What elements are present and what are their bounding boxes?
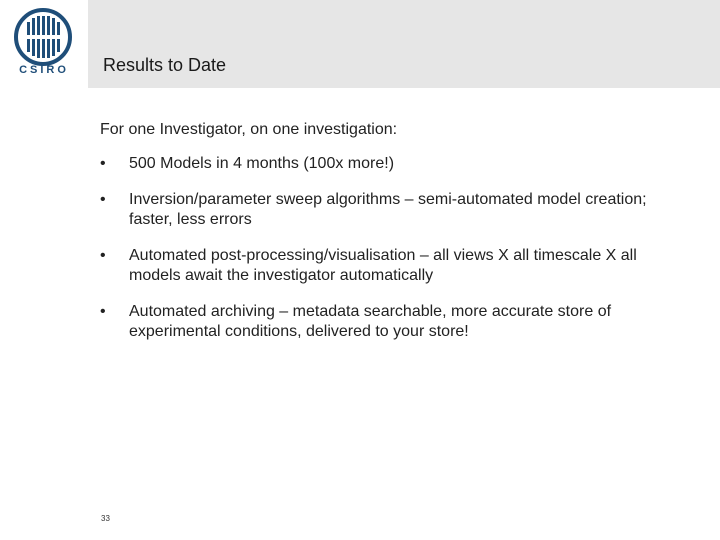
bullet-item: [100, 154, 680, 174]
bullet-item: [100, 246, 680, 286]
bullet-list: [100, 154, 680, 342]
bullet-item: [100, 302, 680, 342]
bullet-icon: •: [100, 303, 106, 320]
bullet-item: [100, 190, 680, 230]
logo: [0, 0, 88, 88]
intro-text: For one Investigator, on one investigation:: [100, 121, 398, 138]
csiro-logo-icon: [14, 8, 72, 66]
bullet-text: Inversion/parameter sweep algorithms – semi-automated model creation; faster, less errors: [129, 191, 647, 228]
bullet-text: Automated archiving – metadata searchable, more accurate store of experimental conditions, delivered to your store!: [129, 303, 612, 340]
slide-title: Results to Date: [103, 55, 227, 75]
bullet-icon: •: [100, 155, 106, 172]
bullet-text: 500 Models in 4 months (100x more!): [129, 155, 395, 172]
slide-content: [100, 120, 680, 358]
page-number: 33: [101, 514, 110, 523]
logo-text: CSIRO: [19, 64, 69, 76]
bullet-text: Automated post-processing/visualisation – all views X all timescale X all models await the investigator automatically: [129, 247, 637, 284]
bullet-icon: •: [100, 247, 106, 264]
bullet-icon: •: [100, 191, 106, 208]
